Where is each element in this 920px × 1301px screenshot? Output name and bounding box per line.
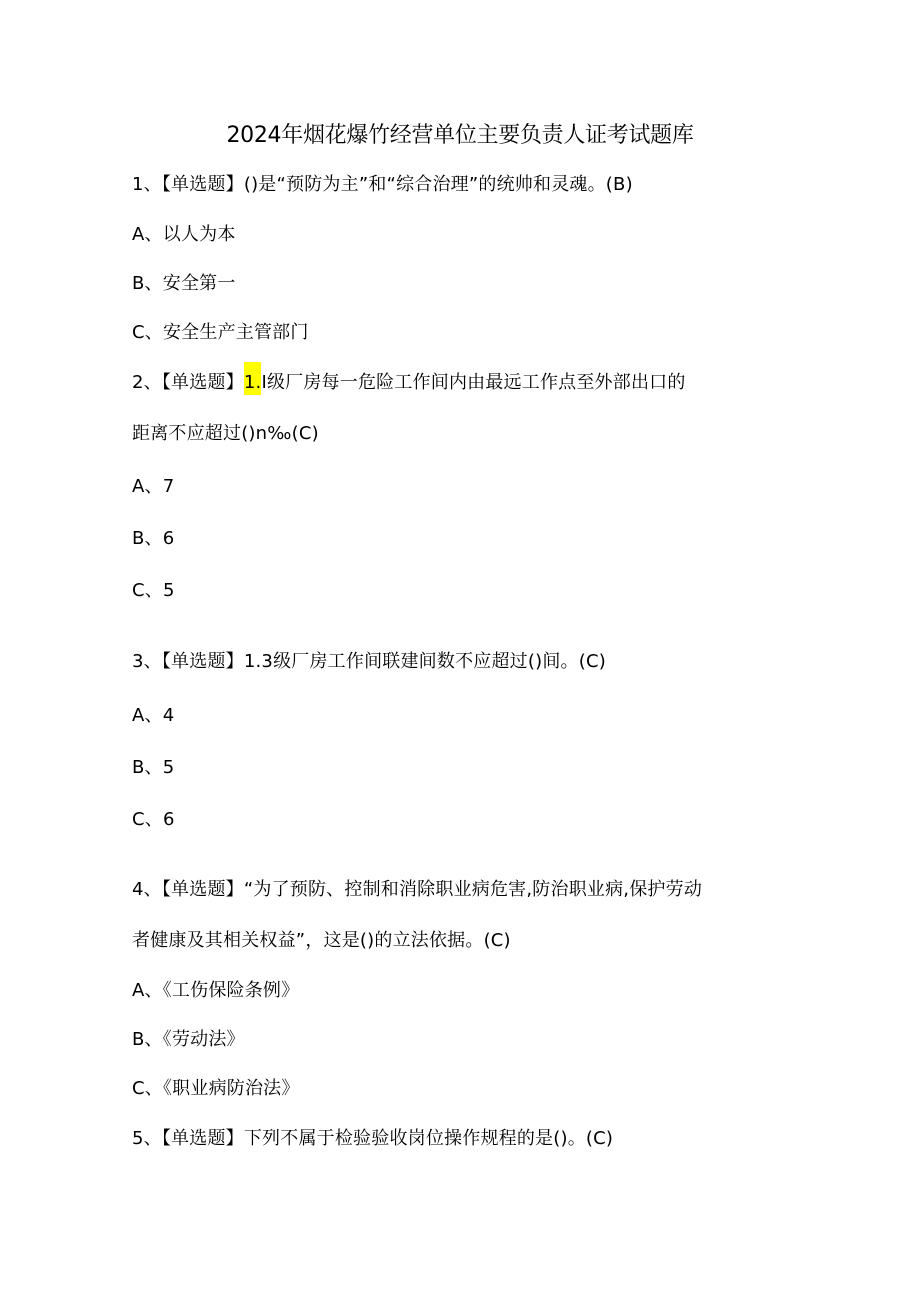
question-3-option-c: C、6	[132, 809, 175, 830]
question-2-option-b: B、6	[132, 528, 175, 549]
question-1-option-b: B、安全第一	[132, 273, 236, 294]
question-1-stem: 1、【单选题】()是“预防为主”和“综合治理”的统帅和灵魂。(B)	[132, 174, 633, 195]
question-3-option-a: A、4	[132, 705, 175, 726]
question-1-option-c: C、安全生产主管部门	[132, 322, 309, 343]
question-2-stem-line-2: 距离不应超过()n‰(C)	[132, 423, 319, 444]
question-2-stem-prefix: 2、【单选题】	[132, 372, 244, 393]
question-4-option-c: C、《职业病防治法》	[132, 1078, 300, 1099]
question-3-stem: 3、【单选题】1.3级厂房工作间联建间数不应超过()间。(C)	[132, 651, 606, 672]
question-2-option-c: C、5	[132, 580, 175, 601]
page-title: 2024年烟花爆竹经营单位主要负责人证考试题库	[226, 123, 694, 148]
question-4-stem-line-1: 4、【单选题】“为了预防、控制和消除职业病危害,防治职业病,保护劳动	[132, 879, 703, 900]
highlighted-text: 1.	[244, 362, 262, 395]
question-1-option-a: A、以人为本	[132, 224, 236, 245]
question-3-option-b: B、5	[132, 757, 175, 778]
question-4-stem-line-2: 者健康及其相关权益”，这是()的立法依据。(C)	[132, 930, 511, 951]
question-4-option-a: A、《工伤保险条例》	[132, 980, 300, 1001]
question-2-stem	[132, 370, 686, 396]
question-4-option-b: B、《劳动法》	[132, 1029, 245, 1050]
question-2-stem-rest: I级厂房每一危险工作间内由最远工作点至外部出口的	[261, 372, 686, 393]
question-2-option-a: A、7	[132, 476, 175, 497]
question-5-stem: 5、【单选题】下列不属于检验验收岗位操作规程的是()。(C)	[132, 1128, 614, 1149]
